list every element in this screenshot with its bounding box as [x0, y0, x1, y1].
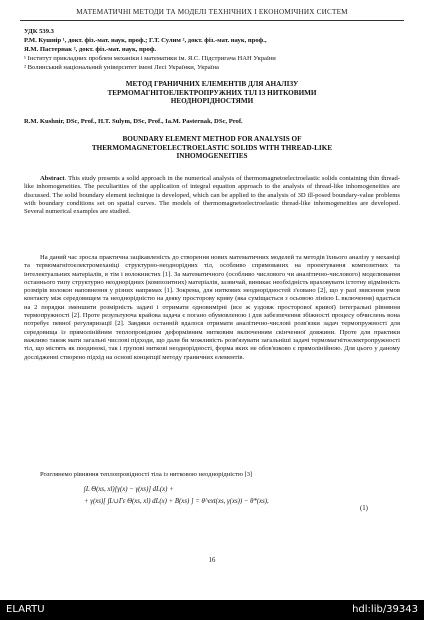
abstract-label: Abstract — [40, 175, 65, 182]
abstract — [24, 175, 400, 216]
abstract-text: . This study presents a solid approach in the numerical analysis of thermomagnetoelectroelastic solids containing thin thread-like inhomogeneities. The peculiarities of the application of integral equation approach to the analysis of thread-like inhomogeneities are discussed. The solid boundary element technique is developed, which can be applied to the analysis of 3D ill-posed boundary-value problems with boundary conditions set on spatial curves. The models of thermomagnetoelectroelastic thread-like inhomogeneities are developed. Several numerical examples are studied. — [24, 175, 400, 216]
body-paragraph-1: На даний час зросла практична зацікавленість до створення нових математичних моделей та методів їхнього аналізу у механіці та термомагнітоелектромеханіці структурно-неоднорідних тіл, особливо спрямованих на проектування композитних та інтелектуальних матеріалів, в тім і волокнистих [1]. За математичного (особливо числового чи аналітично-числового) моделювання останнього типу структурно неоднорідних (композитних) матеріалів, зазвичай, виникає необхідність враховувати істотну відмінність розмірів волокон наповнення у різних напрямах [1]. Зокрема, для ниткових неоднорідностей з'єовано [2], що у разі звисення умов контакту між середовищем та неоднорідністю на деяку просторову криву (яка суміщається з осьовою лінією L включення) вдається на 2 порядки зменшити розмірність задачі і отримати одновимірні (все ж уздовж просторової кривої) інтегральні рівняння термопружності [2]. Проте результуюча крайова задача є погано обумовленою і для забезпечення збіжності процесу обчислень вона потребує певної регуляризації [2]. Завдяки останній вдалося отримати аналітично-числові розв'язки задач термопружності для середовища із прямолінійним теплопровідним деформівним нитковим включенням скінченної довжини. Проте для практики важливо також мати загальні числові підходи, що дали би можливість розв'язувати загальніші задачі термомагнітоелектропружності тіл, що містять як поодинокі, так і групові ниткові неоднорідності, форма яких не обов'язково є прямолінійною. Для цього у даному дослідженні створено підхід на основі концепції методу граничних елементів. — [24, 254, 400, 361]
repository-footer-bar — [0, 600, 424, 620]
header-rule — [20, 20, 404, 21]
authors-ua-line-2: Я.М. Пастернак ², докт. фіз.-мат. наук, проф. — [24, 46, 157, 53]
title-ua: МЕТОД ГРАНИЧНИХ ЕЛЕМЕНТІВ ДЛЯ АНАЛІЗУ ТЕРМОМАГНІТОЕЛЕКТРОПРУЖНИХ ТІЛ ІЗ НИТКОВИМИ НЕОДНОРІДНОСТЯМИ — [107, 80, 317, 106]
authors-en: R.M. Kushnir, DSc, Prof., H.T. Sulym, DSc, Prof., Ia.M. Pasternak, DSc, Prof. — [24, 118, 243, 125]
equation-line-2: + γ(xs)[ ∫L∪Γε Θ(xs, xl) dL(x) + B(xs) ] = θ^ext(xs, γ(xs)) − θ*(xs), — [84, 498, 269, 505]
page-number: 16 — [208, 557, 216, 564]
handle-id: hdl:lib/39343 — [352, 604, 418, 615]
udc-code: УДК 539.3 — [24, 28, 54, 35]
equation-1 — [84, 484, 384, 508]
affiliation-2: ² Волинський національний університет імені Лесі Українки, Україна — [24, 64, 219, 71]
body-paragraph-2: Розглянемо рівняння теплопровідності тіла із нитковою неоднорідністю [3] — [40, 471, 253, 478]
equation-line-1: ∫L Θ(xs, xl)[γ(x) − γ(xs)] dL(x) + — [84, 486, 174, 493]
authors-ua-line-1: Р.М. Кушнір ¹, докт. фіз.-мат. наук, проф.; Г.Т. Сулим ², докт. фіз.-мат. наук, проф., — [24, 37, 267, 44]
equation-number: (1) — [360, 505, 368, 512]
affiliation-1: ¹ Інститут прикладних проблем механіки і математики ім. Я.С. Підстригача НАН України — [24, 55, 276, 62]
repository-name: ELARTU — [6, 604, 45, 615]
journal-header: МАТЕМАТИЧНІ МЕТОДИ ТА МОДЕЛІ ТЕХНІЧНИХ І ЕКОНОМІЧНИХ СИСТЕМ — [76, 8, 348, 16]
title-en: BOUNDARY ELEMENT METHOD FOR ANALYSIS OF THERMOMAGNETOELECTROELASTIC SOLIDS WITH THREAD-LIKE INHOMOGENEITIES — [91, 135, 333, 161]
